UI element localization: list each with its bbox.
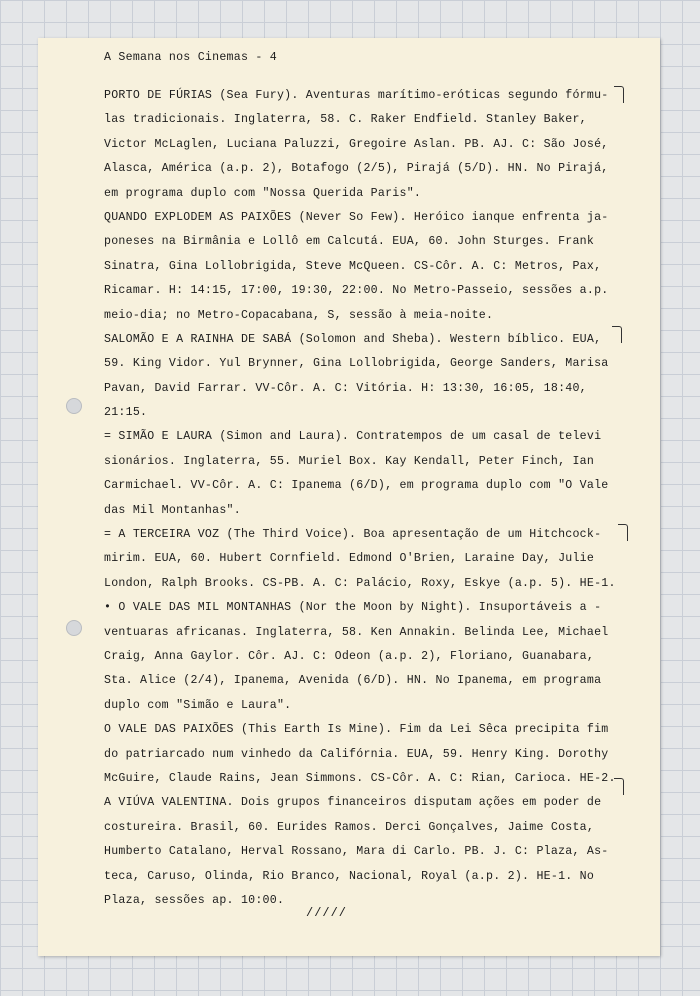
text-line: das Mil Montanhas". bbox=[104, 503, 241, 517]
text-line: • O VALE DAS MIL MONTANHAS (Nor the Moon by Night). Insuportáveis a - bbox=[104, 601, 602, 615]
text-line: duplo com "Simão e Laura". bbox=[104, 698, 292, 712]
text-line: Carmichael. VV-Côr. A. C: Ipanema (6/D), em programa duplo com "O Vale bbox=[104, 479, 609, 493]
text-line: las tradicionais. Inglaterra, 58. C. Raker Endfield. Stanley Baker, bbox=[104, 113, 587, 127]
text-line: Victor McLaglen, Luciana Paluzzi, Gregoire Aslan. PB. AJ. C: São José, bbox=[104, 137, 609, 151]
text-line: Plaza, sessões ap. 10:00. bbox=[104, 893, 285, 907]
text-line: Pavan, David Farrar. VV-Côr. A. C: Vitória. H: 13:30, 16:05, 18:40, bbox=[104, 381, 587, 395]
text-line: QUANDO EXPLODEM AS PAIXÕES (Never So Few). Heróico ianque enfrenta ja- bbox=[104, 210, 609, 224]
text-line: A VIÚVA VALENTINA. Dois grupos financeiros disputam ações em poder de bbox=[104, 796, 602, 810]
text-line: poneses na Birmânia e Lollô em Calcutá. EUA, 60. John Sturges. Frank bbox=[104, 235, 595, 249]
punch-hole-top bbox=[66, 398, 82, 414]
text-line: mirim. EUA, 60. Hubert Cornfield. Edmond O'Brien, Laraine Day, Julie bbox=[104, 552, 595, 566]
text-line: teca, Caruso, Olinda, Rio Branco, Nacional, Royal (a.p. 2). HE-1. No bbox=[104, 869, 595, 883]
text-line: London, Ralph Brooks. CS-PB. A. C: Palácio, Roxy, Eskye (a.p. 5). HE-1. bbox=[104, 576, 616, 590]
typewritten-text bbox=[104, 44, 626, 913]
text-line: = A TERCEIRA VOZ (The Third Voice). Boa apresentação de um Hitchcock- bbox=[104, 528, 602, 542]
end-slashes: ///// bbox=[306, 906, 348, 920]
text-line: Sta. Alice (2/4), Ipanema, Avenida (6/D). HN. No Ipanema, em programa bbox=[104, 674, 602, 688]
text-line: do patriarcado num vinhedo da Califórnia. EUA, 59. Henry King. Dorothy bbox=[104, 747, 609, 761]
text-line: Ricamar. H: 14:15, 17:00, 19:30, 22:00. No Metro-Passeio, sessões a.p. bbox=[104, 284, 609, 298]
text-line: Humberto Catalano, Herval Rossano, Mara di Carlo. PB. J. C: Plaza, As- bbox=[104, 845, 609, 859]
text-line: SALOMÃO E A RAINHA DE SABÁ (Solomon and Sheba). Western bíblico. EUA, bbox=[104, 332, 602, 346]
text-line: 21:15. bbox=[104, 406, 148, 420]
text-line: = SIMÃO E LAURA (Simon and Laura). Contratempos de um casal de televi bbox=[104, 430, 602, 444]
text-body bbox=[104, 84, 626, 913]
text-line: em programa duplo com "Nossa Querida Paris". bbox=[104, 186, 422, 200]
text-line: McGuire, Claude Rains, Jean Simmons. CS-Côr. A. C: Rian, Carioca. HE-2. bbox=[104, 771, 616, 785]
text-line: costureira. Brasil, 60. Eurides Ramos. Derci Gonçalves, Jaime Costa, bbox=[104, 820, 595, 834]
text-line: O VALE DAS PAIXÕES (This Earth Is Mine). Fim da Lei Sêca precipita fim bbox=[104, 723, 609, 737]
punch-hole-bottom bbox=[66, 620, 82, 636]
text-line: ventuaras africanas. Inglaterra, 58. Ken Annakin. Belinda Lee, Michael bbox=[104, 625, 609, 639]
text-line: Craig, Anna Gaylor. Côr. AJ. C: Odeon (a.p. 2), Floriano, Guanabara, bbox=[104, 649, 595, 663]
text-line: 59. King Vidor. Yul Brynner, Gina Lollobrigida, George Sanders, Marisa bbox=[104, 357, 609, 371]
text-line: PORTO DE FÚRIAS (Sea Fury). Aventuras marítimo-eróticas segundo fórmu- bbox=[104, 89, 609, 102]
page-header: A Semana nos Cinemas - 4 bbox=[104, 51, 277, 64]
text-line: meio-dia; no Metro-Copacabana, S, sessão à meia-noite. bbox=[104, 308, 494, 322]
text-line: sionários. Inglaterra, 55. Muriel Box. Kay Kendall, Peter Finch, Ian bbox=[104, 454, 595, 468]
text-line: Alasca, América (a.p. 2), Botafogo (2/5), Pirajá (5/D). HN. No Pirajá, bbox=[104, 162, 609, 176]
text-line: Sinatra, Gina Lollobrigida, Steve McQueen. CS-Côr. A. C: Metros, Pax, bbox=[104, 259, 602, 273]
